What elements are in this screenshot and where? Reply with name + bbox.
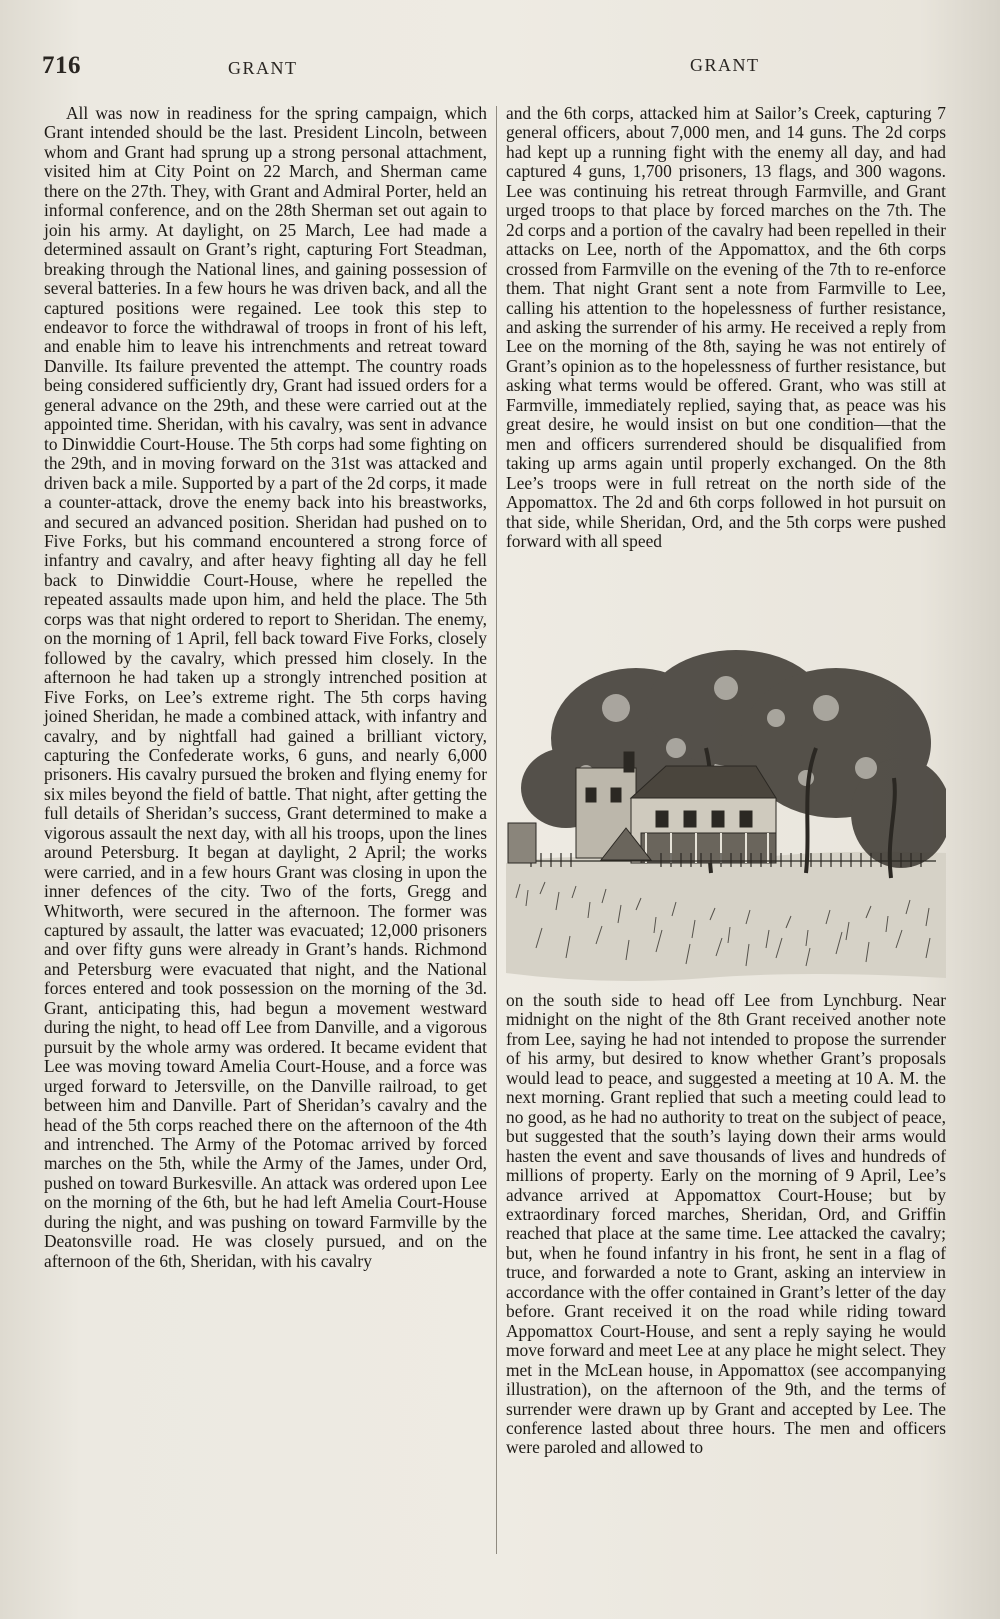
right-column-text-bottom: on the south side to head off Lee from Lynchburg. Near midnight on the night of the 8th Grant received another note from Lee, saying he had not intended to propose the surrender of his army, but desired to know whether Grant’s proposals would lead to peace, and suggested a meeting at 10 A. M. the next morning. Grant replied that such a meeting could lead to no good, as he had no authority to treat on the subject of peace, but suggested that the south’s laying down their arms would hasten the event and save thousands of lives and hundreds of millions of property. Early on the morning of 9 April, Lee’s advance arrived at Appomattox Court-House; but by extraordinary forced marches, Sheridan, Ord, and Griffin reached that place at the same time. Lee attacked the cavalry; but, when he found infantry in his front, he sent in a flag of truce, and forwarded a note to Grant, asking an interview in accordance with the offer contained in Grant’s letter of the day before. Grant received it on the road while riding toward Appomattox Court-House, and sent a reply saying he would move forward and meet Lee at any place he might select. They met in the McLean house, in Appomattox (see accompanying illustration), on the afternoon of the 9th, and the terms of surrender were drawn up by Grant and accepted by Lee. The conference lasted about three hours. The men and officers were paroled and allowed to xyxy=(506,990,946,1458)
page-number: 716 xyxy=(42,52,81,79)
left-shed xyxy=(508,823,536,863)
ground xyxy=(506,852,946,981)
right-column-bottom xyxy=(506,991,946,1458)
right-column-top xyxy=(506,104,946,551)
running-head-right: GRANT xyxy=(690,55,760,75)
left-column-text: All was now in readiness for the spring campaign, which Grant intended should be the last. President Lincoln, between whom and Grant had sprung up a strong personal attachment, visited him at City Point on 22 March, and Sherman came there on the 27th. They, with Grant and Admiral Porter, held an informal conference, and on the 28th Sherman set out again to join his army. At daylight, on 25 March, Lee had made a determined assault on Grant’s right, capturing Fort Steadman, breaking through the National lines, and gaining possession of several batteries. In a few hours he was driven back, and all the captured positions were regained. Lee took this step to endeavor to force the withdrawal of troops in front of his left, and enable him to leave his intrenchments and retreat toward Danville. Its failure prevented the attempt. The country roads being considered sufficiently dry, Grant had issued orders for a general advance on the 29th, and these were carried out at the appointed time. Sheridan, with his cavalry, was sent in advance to Dinwiddie Court-House. The 5th corps had some fighting on the 29th, and in moving forward on the 31st was attacked and driven back a mile. Supported by a part of the 2d corps, it made a counter-attack, drove the enemy back into his breastworks, and secured an advanced position. Sheridan had pushed on to Five Forks, but his command encountered a strong force of infantry and cavalry, and after heavy fighting all day he fell back to Dinwiddie Court-House, where he repelled the repeated assaults made upon him, and held the place. The 5th corps was that night ordered to report to Sheridan. The enemy, on the morning of 1 April, fell back toward Five Forks, closely followed by the cavalry, which pressed him closely. In the afternoon he had taken up a strongly intrenched position at Five Forks, on Lee’s extreme right. The 5th corps having joined Sheridan, he made a combined attack, with infantry and cavalry, and by nightfall had gained a brilliant victory, capturing the Confederate works, 6 guns, and nearly 6,000 prisoners. His cavalry pursued the broken and flying enemy for six miles beyond the field of battle. That night, after getting the full details of Sheridan’s success, Grant determined to make a vigorous assault the next day, with all his troops, upon the lines around Petersburg. It began at daylight, 2 April; the works were carried, and in a few hours Grant was closing in upon the inner defences of the city. Two of the forts, Gregg and Whitworth, were secured in the afternoon. The former was captured by assault, the latter was evacuated; 12,000 prisoners and over fifty guns were already in Grant’s hands. Richmond and Petersburg were evacuated that night, and the National forces entered and took possession on the morning of the 3d. Grant, anticipating this, had begun a movement westward during the night, to head off Lee from Danville, and a vigorous pursuit by the whole army was ordered. It became evident that Lee was moving toward Amelia Court-House, and a force was urged forward to Jetersville, on the Danville railroad, to get between him and Danville. Part of Sheridan’s cavalry and the head of the 5th corps reached there on the afternoon of the 4th and intrenched. The Army of the Potomac arrived by forced marches on the 5th, while the Army of the James, under Ord, pushed on toward Burkesville. An attack was ordered upon Lee on the morning of the 6th, but he had left Amelia Court-House during the night, and was pushing on toward Farmville by the Deatonsville road. He was closely pursued, and on the afternoon of the 6th, Sheridan, with his cavalry xyxy=(44,103,487,1271)
engraving-drawing xyxy=(506,648,946,983)
running-head-left: GRANT xyxy=(228,58,298,78)
mclean-house-illustration xyxy=(506,648,946,983)
right-column-text-top: and the 6th corps, attacked him at Sailor’s Creek, capturing 7 general officers, about 7,000 men, and 14 guns. The 2d corps had kept up a running fight with the enemy all day, and had captured 4 guns, 1,700 prisoners, 13 flags, and 300 wagons. Lee was continuing his retreat through Farmville, and Grant urged troops to that place by forced marches on the 7th. The 2d corps and a portion of the cavalry had been repelled in their attacks on Lee, north of the Appomattox, and the 6th corps crossed from Farmville on the evening of the 7th to re-enforce them. That night Grant sent a note from Farmville to Lee, calling his attention to the hopelessness of further resistance, and asking the surrender of his army. He received a reply from Lee on the morning of the 8th, saying he was not entirely of Grant’s opinion as to the hopelessness of further resistance, but asking what terms would be offered. Grant, who was still at Farmville, immediately replied, saying that, as peace was his great desire, he would insist on but one condition—that the men and officers surrendered should be disqualified from taking up arms again until properly exchanged. On the 8th Lee’s troops were in full retreat on the north side of the Appomattox. The 2d and 6th corps followed in hot pursuit on that side, while Sheridan, Ord, and the 5th corps were pushed forward with all speed xyxy=(506,103,946,551)
left-column xyxy=(44,104,487,1564)
house xyxy=(576,752,776,863)
column-divider xyxy=(496,106,497,1554)
